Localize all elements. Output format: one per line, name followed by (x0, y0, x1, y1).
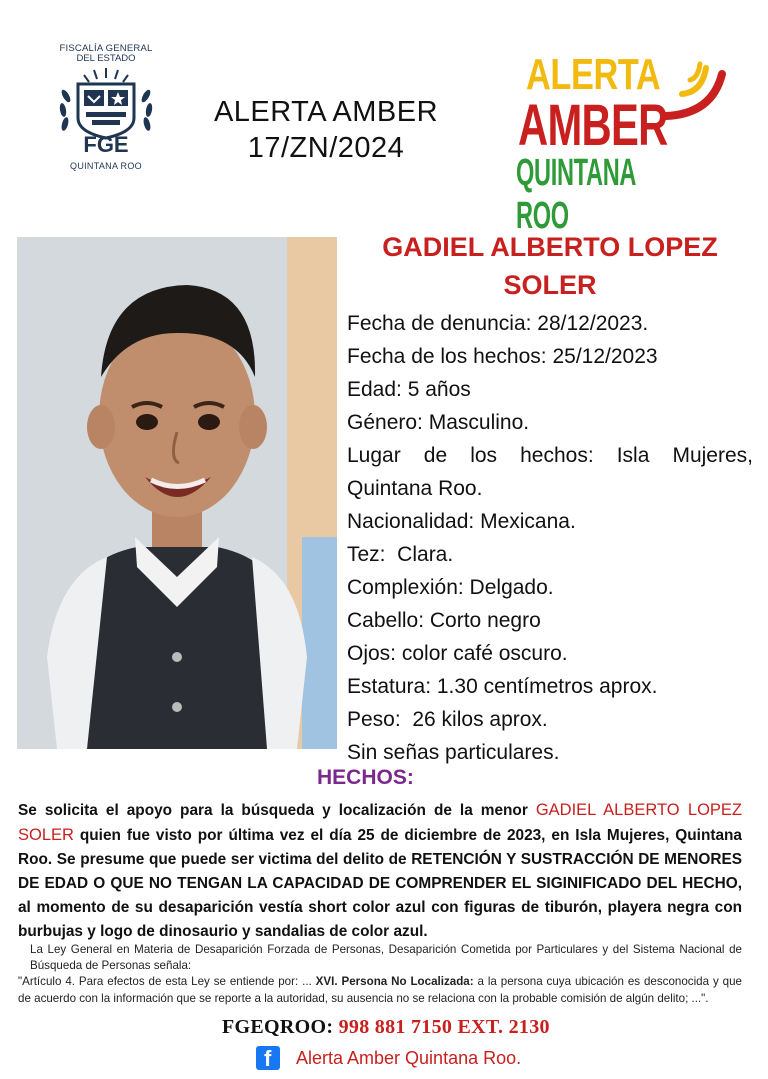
child-photo (17, 237, 337, 749)
legal-article-definition: a la persona cuya ubicación es desconocida y que de acuerdo con la información que se reporte a la autoridad, su ausencia no se relaciona con la probable comisión de algún delito; ...". (18, 975, 742, 1005)
detail-fecha-denuncia: Fecha de denuncia: 28/12/2023. (347, 312, 649, 335)
amber-logo-amber: AMBER (518, 93, 668, 158)
contact-line (222, 1016, 550, 1039)
facebook-icon: f (256, 1046, 280, 1070)
child-photo-illustration (17, 237, 337, 749)
hechos-body: quien fue visto por última vez el día 25 de diciembre de 2023, en Isla Mujeres, Quintana Roo. Se presume que puede ser victima del delito de RETENCIÓN Y SUSTRACCIÓN DE MENORES DE EDAD O QUE NO TENGAN LA CAPACIDAD DE COMPRENDER EL SIGINIFICADO DEL HECHO, al momento de su desaparición vestía short color azul con figuras de tiburón, playera negra con burbujas y logo de dinosaurio y sandalias de color azul. (18, 827, 742, 941)
alert-title-line1: ALERTA AMBER (213, 96, 439, 128)
fge-emblem-icon (56, 66, 156, 154)
detail-edad: Edad: 5 años (347, 378, 471, 401)
hechos-intro: Se solicita el apoyo para la búsqueda y localización de la menor (18, 802, 528, 819)
signal-arc-icon (662, 54, 730, 134)
contact-phone[interactable]: 998 881 7150 EXT. 2130 (338, 1016, 550, 1038)
detail-ojos: Ojos: color café oscuro. (347, 642, 568, 665)
hechos-person-name: GADIEL ALBERTO LOPEZ SOLER (18, 801, 742, 845)
detail-fecha-hechos: Fecha de los hechos: 25/12/2023 (347, 345, 658, 368)
legal-intro: La Ley General en Materia de Desaparición Forzada de Personas, Desaparición Cometida por Particulares y del Sistema Nacional de Búsqueda de Personas señala: (30, 943, 742, 973)
legal-article-start: "Artículo 4. Para efectos de esta Ley se entiende por: ... (18, 975, 316, 989)
detail-genero: Género: Masculino. (347, 411, 530, 434)
person-name-line1: GADIEL ALBERTO LOPEZ (382, 232, 718, 262)
facebook-link[interactable] (256, 1045, 521, 1071)
hechos-paragraph (18, 798, 742, 945)
agency-subname: DEL ESTADO (76, 53, 136, 64)
person-name (350, 228, 750, 304)
agency-name: FISCALÍA GENERAL (59, 43, 153, 54)
person-name-line2: SOLER (503, 270, 597, 300)
detail-lugar: Lugar de los hechos: Isla Mujeres, Quintana Roo. (347, 444, 753, 500)
facebook-label: Alerta Amber Quintana Roo. (296, 1047, 522, 1068)
hechos-title: HECHOS: (317, 766, 414, 789)
detail-complexion: Complexión: Delgado. (347, 576, 554, 599)
detail-senas: Sin señas particulares. (347, 741, 560, 764)
alert-title (192, 94, 460, 166)
agency-abbr: FGE (83, 132, 129, 154)
alerta-amber-logo (512, 40, 732, 237)
legal-article (18, 974, 742, 1006)
agency-region: QUINTANA ROO (70, 161, 142, 171)
detail-estatura: Estatura: 1.30 centímetros aprox. (347, 675, 658, 698)
legal-text (18, 942, 742, 1007)
detail-peso: Peso: 26 kilos aprox. (347, 708, 548, 731)
detail-nacionalidad: Nacionalidad: Mexicana. (347, 510, 576, 533)
person-details (347, 307, 753, 769)
alert-code: 17/ZN/2024 (247, 132, 405, 164)
amber-logo-region: QUINTANA ROO (516, 152, 636, 237)
legal-article-term: XVI. Persona No Localizada: (315, 975, 474, 989)
detail-tez: Tez: Clara. (347, 543, 454, 566)
contact-label: FGEQROO: (222, 1016, 339, 1038)
detail-cabello: Cabello: Corto negro (347, 609, 541, 632)
amber-logo-alerta: ALERTA (526, 50, 661, 99)
fge-logo (38, 44, 174, 196)
